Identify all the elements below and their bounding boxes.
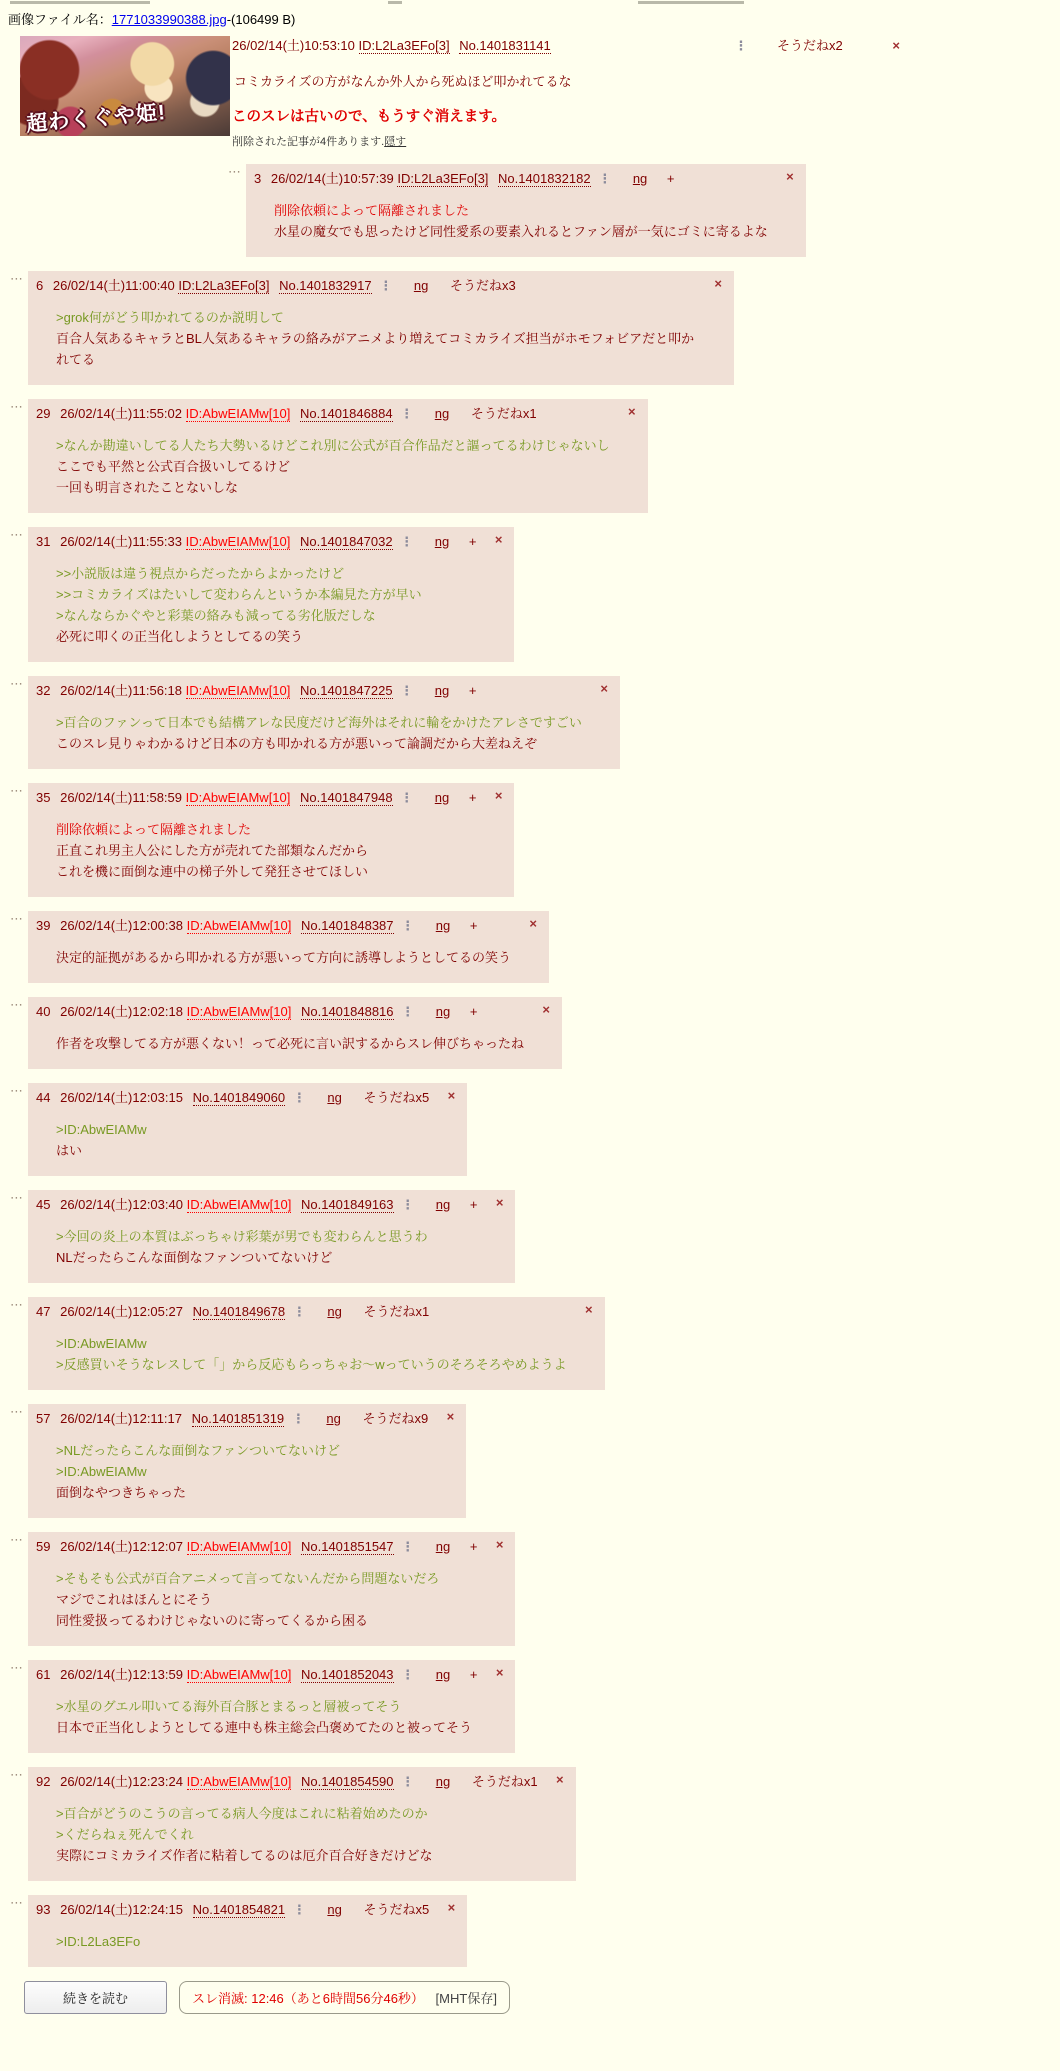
sodane-button[interactable]: そうだねx5 — [363, 1090, 430, 1105]
reply-post-box — [28, 997, 562, 1069]
post-menu-icon[interactable]: ⋮ — [401, 1667, 415, 1682]
reply-body — [56, 1333, 567, 1375]
reply-number: 44 — [36, 1090, 51, 1105]
ng-link[interactable]: ng — [327, 1902, 342, 1917]
reply-body-line: 必死に叩くの正当化しようとしてるの笑う — [56, 629, 304, 644]
reply-body-line: >なんならかぐやと彩葉の絡みも減ってる劣化版だしな — [56, 608, 376, 623]
reply-header — [36, 406, 537, 421]
reply-body-line: このスレ見りゃわかるけど日本の方も叩かれる方が悪いって論調だから大差ねえぞ — [56, 736, 538, 751]
reply-date: 26/02/14(土)11:56:18 — [60, 683, 182, 698]
expand-replies-icon[interactable]: ⋯ — [10, 1297, 24, 1312]
reply-number: 3 — [254, 171, 262, 186]
reply-header — [36, 1304, 429, 1319]
reply-header — [36, 1197, 477, 1212]
reply-post — [10, 399, 1060, 513]
reply-body-line: マジでこれはほんとにそう — [56, 1592, 213, 1607]
page-footer — [24, 1981, 1060, 2014]
reply-list — [10, 164, 1060, 1967]
expand-replies-icon[interactable]: ⋯ — [10, 1895, 24, 1910]
reply-body-line: 削除依頼によって隔離されました — [56, 822, 252, 837]
reply-body-line: これを機に面倒な連中の梯子外して発狂させてほしい — [56, 864, 369, 879]
reply-post — [10, 783, 1060, 897]
reply-date: 26/02/14(土)11:55:33 — [60, 534, 182, 549]
reply-id-link[interactable]: ID:AbwEIAMw[10] — [186, 918, 292, 933]
reply-no-link[interactable]: No.1401849060 — [192, 1090, 286, 1105]
reply-id-link[interactable]: ID:AbwEIAMw[10] — [185, 406, 291, 421]
reply-post-box — [28, 1767, 576, 1881]
ng-link[interactable]: ng — [434, 790, 450, 805]
reply-date: 26/02/14(土)12:12:07 — [60, 1539, 183, 1554]
reply-body — [56, 1440, 428, 1503]
thread-thumbnail[interactable] — [20, 36, 230, 136]
sodane-button[interactable]: そうだねx5 — [363, 1902, 430, 1917]
expand-replies-icon[interactable]: ⋯ — [10, 911, 24, 926]
thread-expire-countdown: スレ消滅: 12:46（あと6時間56分46秒） — [192, 1991, 424, 2006]
reply-body — [56, 1226, 477, 1268]
reply-post — [10, 997, 1060, 1069]
reply-header — [36, 683, 476, 698]
mht-save-button[interactable]: [MHT保存] — [435, 1991, 497, 2006]
ng-link[interactable]: ng — [327, 1304, 342, 1319]
reply-body-line: 一回も明言されたことないしな — [56, 480, 239, 495]
reply-no-link[interactable]: No.1401849678 — [192, 1304, 286, 1319]
reply-number: 57 — [36, 1411, 51, 1426]
expand-replies-icon[interactable]: ⋯ — [10, 1083, 24, 1098]
reply-body — [56, 1119, 429, 1161]
reply-post-box — [28, 399, 648, 513]
reply-body-line: >なんか勘違いしてる人たち大勢いるけどこれ別に公式が百合作品だと謳ってるわけじゃないし — [56, 438, 610, 453]
reply-body-line: 日本で正当化しようとしてる連中も株主総会凸褒めてたのと被ってそう — [56, 1720, 473, 1735]
reply-header — [36, 1539, 477, 1554]
post-menu-icon[interactable]: ⋮ — [400, 683, 414, 698]
close-icon[interactable]: × — [786, 169, 794, 184]
reply-body-line: >>コミカライズはたいして変わらんというか本編見た方が早い — [56, 587, 422, 602]
reply-post-box — [28, 1532, 515, 1646]
expand-replies-icon[interactable]: ⋯ — [10, 997, 24, 1012]
reply-post — [10, 527, 1060, 662]
reply-date: 26/02/14(土)12:03:40 — [60, 1197, 183, 1212]
reply-body-line: >そもそも公式が百合アニメって言ってないんだから問題ないだろ — [56, 1571, 440, 1586]
reply-date: 26/02/14(土)12:00:38 — [60, 918, 183, 933]
plus-button[interactable]: + — [666, 171, 675, 186]
plus-button[interactable]: + — [469, 1667, 478, 1682]
reply-body-line: 削除依頼によって隔離されました — [274, 203, 470, 218]
reply-no-link[interactable]: No.1401848387 — [300, 918, 394, 933]
reply-header — [36, 918, 477, 933]
reply-body — [56, 1696, 477, 1738]
ng-link[interactable]: ng — [435, 1539, 451, 1554]
reply-post-box — [28, 1190, 515, 1283]
reply-post — [10, 1190, 1060, 1283]
post-menu-icon[interactable]: ⋮ — [734, 38, 748, 53]
reply-date: 26/02/14(土)11:55:02 — [60, 406, 182, 421]
deleted-posts-notice — [232, 133, 1060, 149]
sodane-button[interactable]: そうだねx3 — [449, 278, 516, 293]
expand-replies-icon[interactable]: ⋯ — [228, 164, 242, 179]
post-menu-icon[interactable]: ⋮ — [401, 1539, 415, 1554]
reply-header — [36, 1004, 477, 1019]
op-close-icon[interactable]: × — [892, 38, 900, 53]
reply-post — [228, 164, 1060, 257]
reply-body-line: >百合のファンって日本でも結構アレな民度だけど海外はそれに輪をかけたアレさですごい — [56, 715, 582, 730]
reply-header — [36, 1667, 477, 1682]
ng-link[interactable]: ng — [435, 1004, 451, 1019]
expand-replies-icon[interactable]: ⋯ — [10, 783, 24, 798]
reply-number: 47 — [36, 1304, 51, 1319]
post-menu-icon[interactable]: ⋮ — [292, 1304, 306, 1319]
op-post — [232, 32, 1060, 164]
op-sodane-button[interactable]: そうだねx2 — [777, 38, 843, 53]
reply-body — [56, 947, 511, 968]
reply-post — [10, 1660, 1060, 1753]
deleted-posts-text: 削除された記事が4件あります. — [232, 136, 385, 148]
reply-body-line: はい — [56, 1143, 83, 1158]
file-info-label: 画像ファイル名： — [8, 12, 112, 27]
reply-no-link[interactable]: No.1401847948 — [300, 790, 393, 805]
reply-date: 26/02/14(土)12:11:17 — [60, 1411, 182, 1426]
reply-post-box — [28, 1083, 467, 1176]
reply-post-box — [246, 164, 806, 257]
reply-date: 26/02/14(土)12:13:59 — [60, 1667, 183, 1682]
reply-number: 40 — [36, 1004, 51, 1019]
read-more-button[interactable]: 続きを読む — [24, 1981, 167, 2014]
reply-id-link[interactable]: ID:AbwEIAMw[10] — [186, 1004, 292, 1019]
reply-number: 31 — [36, 534, 51, 549]
reply-body — [56, 1033, 524, 1054]
close-icon[interactable]: × — [714, 276, 722, 291]
post-menu-icon[interactable]: ⋮ — [292, 1902, 306, 1917]
post-menu-icon[interactable]: ⋮ — [401, 1774, 415, 1789]
expand-replies-icon[interactable]: ⋯ — [10, 1190, 24, 1205]
reply-header — [36, 1411, 428, 1426]
op-header — [232, 36, 1060, 56]
reply-body — [56, 712, 582, 754]
reply-number: 39 — [36, 918, 51, 933]
reply-body-line: 決定的証拠があるから叩かれる方が悪いって方向に誘導しようとしてるの笑う — [56, 950, 512, 965]
reply-body-line: >くだらねぇ死んでくれ — [56, 1827, 194, 1842]
reply-id-link[interactable]: ID:AbwEIAMw[10] — [186, 1774, 292, 1789]
reply-header — [36, 278, 516, 293]
reply-id-link[interactable]: ID:L2La3EFo[3] — [178, 278, 270, 293]
reply-no-link[interactable]: No.1401851319 — [191, 1411, 285, 1426]
reply-body-line: 正直これ男主人公にした方が売れてた部類なんだから — [56, 843, 369, 858]
reply-id-link[interactable]: ID:AbwEIAMw[10] — [186, 1539, 292, 1554]
reply-no-link[interactable]: No.1401847032 — [300, 534, 393, 549]
reply-post-box — [28, 1297, 605, 1390]
reply-header — [36, 1090, 429, 1105]
reply-body-line: >今回の炎上の本質はぶっちゃけ彩葉が男でも変わらんと思うわ — [56, 1229, 428, 1244]
reply-no-link[interactable]: No.1401832917 — [279, 278, 372, 293]
ng-link[interactable]: ng — [435, 1774, 451, 1789]
sodane-button[interactable]: そうだねx1 — [471, 1774, 538, 1789]
post-menu-icon[interactable]: ⋮ — [401, 1197, 415, 1212]
reply-body-line: 面倒なやつきちゃった — [56, 1485, 187, 1500]
reply-post-box — [28, 911, 549, 983]
op-number-link[interactable]: No.1401831141 — [459, 38, 551, 53]
expand-replies-icon[interactable]: ⋯ — [10, 1532, 24, 1547]
reply-date: 26/02/14(土)12:03:15 — [60, 1090, 183, 1105]
reply-post — [10, 676, 1060, 769]
reply-body-line: >NLだったらこんな面倒なファンついてないけど — [56, 1443, 340, 1458]
reply-post-box — [28, 1895, 467, 1967]
reply-date: 26/02/14(土)12:05:27 — [60, 1304, 183, 1319]
reply-post — [10, 1532, 1060, 1646]
post-menu-icon[interactable]: ⋮ — [291, 1411, 305, 1426]
reply-number: 92 — [36, 1774, 51, 1789]
plus-button[interactable]: + — [469, 1539, 478, 1554]
plus-button[interactable]: + — [469, 918, 478, 933]
close-icon[interactable]: × — [529, 916, 538, 931]
reply-body — [56, 435, 610, 498]
close-icon[interactable]: × — [600, 681, 608, 696]
post-menu-icon[interactable]: ⋮ — [379, 278, 393, 293]
reply-no-link[interactable]: No.1401848816 — [300, 1004, 394, 1019]
reply-no-link[interactable]: No.1401852043 — [300, 1667, 394, 1682]
reply-post — [10, 1767, 1060, 1881]
top-cutoff-links — [0, 1, 1060, 4]
reply-body-line: >反感買いそうなレスして「」から反応もらっちゃお～wっていうのそろそろやめようよ — [56, 1357, 567, 1372]
plus-button[interactable]: + — [468, 790, 477, 805]
reply-body — [274, 200, 768, 242]
post-menu-icon[interactable]: ⋮ — [401, 918, 415, 933]
reply-number: 6 — [36, 278, 44, 293]
file-size: -(106499 B) — [226, 12, 296, 27]
reply-no-link[interactable]: No.1401854821 — [192, 1902, 286, 1917]
reply-body-line: >ID:L2La3EFo — [56, 1934, 141, 1949]
close-icon[interactable]: × — [446, 1409, 455, 1424]
reply-id-link[interactable]: ID:AbwEIAMw[10] — [186, 1197, 292, 1212]
reply-body — [56, 563, 476, 647]
hide-deleted-link[interactable]: 隠す — [384, 136, 407, 148]
ng-link[interactable]: ng — [434, 683, 450, 698]
reply-post — [10, 1297, 1060, 1390]
expand-replies-icon[interactable]: ⋯ — [10, 1404, 24, 1419]
reply-body-line: >>小説版は違う視点からだったからよかったけど — [56, 566, 345, 581]
reply-number: 45 — [36, 1197, 51, 1212]
reply-post-box — [28, 1660, 515, 1753]
expand-replies-icon[interactable]: ⋯ — [10, 527, 24, 542]
reply-body — [56, 819, 476, 882]
reply-number: 59 — [36, 1539, 51, 1554]
reply-body — [56, 307, 696, 370]
close-icon[interactable]: × — [494, 532, 503, 547]
post-menu-icon[interactable]: ⋮ — [400, 790, 414, 805]
reply-body-line: ここでも平然と公式百合扱いしてるけど — [56, 459, 291, 474]
post-menu-icon[interactable]: ⋮ — [292, 1090, 306, 1105]
reply-no-link[interactable]: No.1401849163 — [300, 1197, 394, 1212]
ng-link[interactable]: ng — [326, 1411, 341, 1426]
reply-post-box — [28, 676, 620, 769]
expand-replies-icon[interactable]: ⋯ — [10, 676, 24, 691]
reply-body-line: >ID:AbwEIAMw — [56, 1122, 147, 1137]
reply-body-line: >百合がどうのこうの言ってる病人今度はこれに粘着始めたのか — [56, 1806, 428, 1821]
close-icon[interactable]: × — [495, 1537, 504, 1552]
close-icon[interactable]: × — [495, 1195, 504, 1210]
post-menu-icon[interactable]: ⋮ — [400, 534, 414, 549]
ng-link[interactable]: ng — [434, 534, 450, 549]
expand-replies-icon[interactable]: ⋯ — [10, 399, 24, 414]
sodane-button[interactable]: そうだねx9 — [362, 1411, 429, 1426]
reply-post — [10, 271, 1060, 385]
reply-body-line: >水星のグエル叩いてる海外百合豚とまるっと層被ってそう — [56, 1699, 402, 1714]
reply-body-line: 百合人気あるキャラとBL人気あるキャラの絡みがアニメより増えてコミカライズ担当がホモフォビアだと叩かれてる — [56, 331, 695, 367]
close-icon[interactable]: × — [585, 1302, 593, 1317]
file-info-line — [0, 6, 1060, 32]
reply-body-line: NLだったらこんな面倒なファンついてないけど — [56, 1250, 333, 1265]
reply-post — [10, 1404, 1060, 1518]
reply-number: 61 — [36, 1667, 51, 1682]
expand-replies-icon[interactable]: ⋯ — [10, 271, 24, 286]
reply-body-line: 水星の魔女でも思ったけど同性愛系の要素入れるとファン層が一気にゴミに寄るよな — [274, 224, 768, 239]
sodane-button[interactable]: そうだねx1 — [470, 406, 537, 421]
close-icon[interactable]: × — [556, 1772, 564, 1787]
reply-body-line: >ID:AbwEIAMw — [56, 1464, 147, 1479]
plus-button[interactable]: + — [469, 1004, 478, 1019]
reply-header — [36, 790, 476, 805]
file-link[interactable]: 1771033990388.jpg — [111, 12, 227, 27]
reply-body — [56, 1931, 429, 1952]
reply-body-line: 同性愛扱ってるわけじゃないのに寄ってくるから困る — [56, 1613, 369, 1628]
reply-date: 26/02/14(土)12:23:24 — [60, 1774, 183, 1789]
reply-id-link[interactable]: ID:AbwEIAMw[10] — [185, 790, 291, 805]
reply-header — [254, 171, 675, 186]
plus-button[interactable]: + — [468, 534, 477, 549]
sodane-button[interactable]: そうだねx1 — [363, 1304, 430, 1319]
reply-id-link[interactable]: ID:L2La3EFo[3] — [397, 171, 489, 186]
close-icon[interactable]: × — [628, 404, 636, 419]
reply-no-link[interactable]: No.1401847225 — [300, 683, 393, 698]
thread-expire-warning: このスレは古いので、もうすぐ消えます。 — [232, 109, 507, 125]
reply-post — [10, 1083, 1060, 1176]
reply-body-line: >grok何がどう叩かれてるのか説明して — [56, 310, 284, 325]
reply-date: 26/02/14(土)12:02:18 — [60, 1004, 183, 1019]
reply-no-link[interactable]: No.1401832182 — [498, 171, 591, 186]
reply-id-link[interactable]: ID:AbwEIAMw[10] — [185, 683, 291, 698]
reply-id-link[interactable]: ID:AbwEIAMw[10] — [186, 1667, 292, 1682]
reply-post — [10, 911, 1060, 983]
ng-link[interactable]: ng — [435, 918, 451, 933]
reply-number: 35 — [36, 790, 51, 805]
ng-link[interactable]: ng — [632, 171, 648, 186]
reply-date: 26/02/14(土)11:00:40 — [52, 278, 175, 293]
post-menu-icon[interactable]: ⋮ — [400, 406, 414, 421]
reply-number: 29 — [36, 406, 51, 421]
ng-link[interactable]: ng — [435, 1667, 451, 1682]
close-icon[interactable]: × — [494, 788, 503, 803]
reply-body-line: 実際にコミカライズ作者に粘着してるのは厄介百合好きだけどな — [56, 1848, 433, 1863]
reply-no-link[interactable]: No.1401851547 — [300, 1539, 394, 1554]
op-body-text: コミカライズの方がなんか外人から死ぬほど叩かれてるな — [234, 74, 572, 89]
reply-post-box — [28, 1404, 466, 1518]
close-icon[interactable]: × — [447, 1900, 456, 1915]
reply-number: 32 — [36, 683, 51, 698]
reply-no-link[interactable]: No.1401846884 — [300, 406, 393, 421]
ng-link[interactable]: ng — [327, 1090, 342, 1105]
close-icon[interactable]: × — [542, 1002, 551, 1017]
reply-date: 26/02/14(土)11:58:59 — [60, 790, 182, 805]
reply-id-link[interactable]: ID:AbwEIAMw[10] — [185, 534, 291, 549]
reply-body — [56, 1803, 538, 1866]
reply-body-line: >ID:AbwEIAMw — [56, 1336, 147, 1351]
reply-no-link[interactable]: No.1401854590 — [300, 1774, 394, 1789]
reply-post-box — [28, 527, 514, 662]
reply-number: 93 — [36, 1902, 51, 1917]
thumbnail-logo-text: 超わくぐや姫! — [25, 100, 167, 136]
ng-link[interactable]: ng — [413, 278, 429, 293]
reply-post-box — [28, 783, 514, 897]
close-icon[interactable]: × — [495, 1665, 504, 1680]
reply-post-box — [28, 271, 734, 385]
reply-header — [36, 1774, 538, 1789]
expand-replies-icon[interactable]: ⋯ — [10, 1767, 24, 1782]
post-menu-icon[interactable]: ⋮ — [401, 1004, 415, 1019]
reply-header — [36, 534, 476, 549]
close-icon[interactable]: × — [447, 1088, 456, 1103]
reply-header — [36, 1902, 429, 1917]
expand-replies-icon[interactable]: ⋯ — [10, 1660, 24, 1675]
reply-date: 26/02/14(土)10:57:39 — [270, 171, 394, 186]
op-date: 26/02/14(土)10:53:10 — [232, 38, 355, 53]
op-id-link[interactable]: ID:L2La3EFo[3] — [358, 38, 450, 53]
reply-body — [56, 1568, 477, 1631]
plus-button[interactable]: + — [469, 1197, 478, 1212]
thread-expire-box — [179, 1981, 510, 2014]
ng-link[interactable]: ng — [434, 406, 450, 421]
plus-button[interactable]: + — [468, 683, 477, 698]
reply-body-line: 作者を攻撃してる方が悪くない！って必死に言い訳するからスレ伸びちゃったね — [56, 1036, 525, 1051]
ng-link[interactable]: ng — [435, 1197, 451, 1212]
reply-date: 26/02/14(土)12:24:15 — [60, 1902, 183, 1917]
post-menu-icon[interactable]: ⋮ — [598, 171, 612, 186]
reply-post — [10, 1895, 1060, 1967]
